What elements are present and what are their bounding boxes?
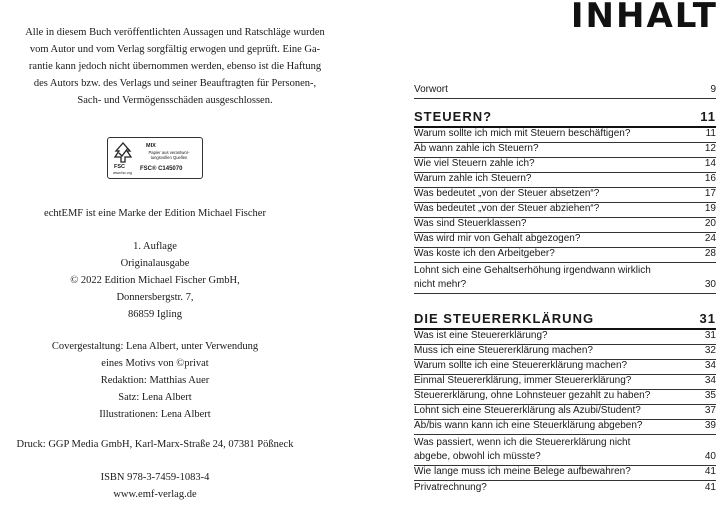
toc-entry-label: Warum sollte ich mich mit Steuern beschäftigen? [414,128,631,139]
toc-entry-page: 34 [704,375,716,386]
credit-line: Covergestaltung: Lena Albert, unter Verwendung [51,341,259,352]
fsc-paper-line: Papier aus verantwor- [148,150,190,155]
credit-line: Satz: Lena Albert [118,392,192,403]
edition-line: © 2022 Edition Michael Fischer GmbH, [70,275,240,286]
toc-entry-page: 31 [704,330,716,341]
toc-entry[interactable] [414,481,716,496]
credit-line: Redaktion: Matthias Auer [100,375,210,386]
credit-line: eines Motivs von ©privat [101,358,209,369]
toc-entry-label: Muss ich eine Steuererklärung machen? [414,345,593,356]
toc-entry-page: 16 [704,173,716,184]
toc-entry-page: 28 [704,248,716,259]
toc-entry-label: Was passiert, wenn ich die Steuererklärung nicht abgebe, obwohl ich müsste? [414,437,631,462]
toc-entry-page: 12 [704,143,716,154]
toc-entry-page: 30 [704,279,716,290]
toc-entry-label: Lohnt sich eine Steuererklärung als Azubi/Student? [414,405,641,416]
toc-entry-label: Was sind Steuerklassen? [414,218,527,229]
website-line: www.emf-verlag.de [113,489,197,500]
isbn-line: ISBN 978-3-7459-1083-4 [100,472,210,483]
page-title: INHALT [570,0,718,36]
toc-entry-page: 14 [704,158,716,169]
toc-entry[interactable] [414,435,716,466]
credits [0,338,310,423]
toc-entry-page: 34 [704,360,716,371]
print-line: Druck: GGP Media GmbH, Karl-Marx-Straße 24, 07381 Pößneck [16,439,294,450]
section-heading[interactable] [414,310,716,330]
fsc-paper [138,150,200,160]
section-title: STEUERN? [414,109,493,124]
fsc-small-label: FSC [114,164,125,170]
fsc-logo [107,137,203,179]
contents-page [360,0,720,513]
toc-entry-page: 32 [704,345,716,356]
disclaimer-line: vom Autor und vom Verlag sorgfältig erwogen und geprüft. Eine Ga- [29,44,321,55]
tree-check-icon [113,142,133,164]
brand-line [0,205,310,222]
toc-entry-label: Wie lange muss ich meine Belege aufbewahren? [414,466,631,477]
toc-entry-label: Ab/bis wann kann ich eine Steuerklärung abgeben? [414,420,643,431]
toc-entry-label: Was bedeutet „von der Steuer absetzen“? [414,188,600,199]
edition-info [0,238,310,323]
toc-entry-label: Steuererklärung, ohne Lohnsteuer gezahlt zu haben? [414,390,651,401]
print-info [0,436,310,453]
toc-entry-page: 35 [704,390,716,401]
section-heading[interactable] [414,108,716,128]
toc-entry-page: 19 [704,203,716,214]
toc-entry-page: 39 [704,420,716,431]
disclaimer-line: Sach- und Vermögensschäden ausgeschlossen. [77,95,273,106]
disclaimer-line: rantie kann jedoch nicht übernommen werden, ebenso ist die Haftung [28,61,322,72]
toc-entry-label: Lohnt sich eine Gehaltserhöhung irgendwann wirklich nicht mehr? [414,265,651,290]
toc-entry-label: Warum zahle ich Steuern? [414,173,532,184]
disclaimer [0,24,350,109]
toc-entry-page: 41 [704,466,716,477]
fsc-paper-line: tungsvollen Quellen [150,155,188,160]
edition-line: Donnersbergstr. 7, [116,292,194,303]
toc-entry[interactable] [414,248,716,263]
disclaimer-line: des Autors bzw. des Verlags und seiner Beauftragten für Personen-, [33,78,317,89]
toc-entry-page: 11 [705,128,716,139]
fsc-code: FSC® C145070 [140,166,183,172]
isbn-info [0,469,310,503]
fsc-mix: MIX [146,143,156,149]
edition-line: 86859 Igling [128,309,182,320]
toc-entry-label: Was wird mir von Gehalt abgezogen? [414,233,581,244]
toc-entry-page: 9 [710,84,716,95]
section-page: 31 [699,311,716,326]
toc-entry-label: Warum sollte ich eine Steuererklärung machen? [414,360,628,371]
table-of-contents [414,84,716,496]
edition-line: Originalausgabe [120,258,190,269]
toc-entry-label: Was bedeutet „von der Steuer abziehen“? [414,203,600,214]
toc-entry-label: Privatrechnung? [414,482,487,493]
toc-entry-page: 17 [704,188,716,199]
toc-entry-page: 37 [704,405,716,416]
toc-entry-label: Was koste ich den Arbeitgeber? [414,248,555,259]
section-title: DIE STEUERERKLÄRUNG [414,311,595,326]
toc-entry[interactable] [414,420,716,435]
fsc-web: www.fsc.org [113,171,132,175]
brand-line-text: echtEMF ist eine Marke der Edition Michael Fischer [44,208,266,219]
edition-line: 1. Auflage [133,241,177,252]
credit-line: Illustrationen: Lena Albert [99,409,211,420]
toc-entry-page: 24 [704,233,716,244]
toc-entry-label: Vorwort [414,84,448,95]
toc-entry[interactable] [414,263,716,294]
toc-entry-label: Wie viel Steuern zahle ich? [414,158,535,169]
toc-entry-page: 40 [704,451,716,462]
toc-entry-page: 20 [704,218,716,229]
disclaimer-line: Alle in diesem Buch veröffentlichten Aussagen und Ratschläge wurden [25,27,325,38]
toc-entry[interactable] [414,466,716,481]
section-page: 11 [700,109,716,124]
toc-entry-page: 41 [704,482,716,493]
toc-entry-label: Einmal Steuererklärung, immer Steuererklärung? [414,375,632,386]
toc-entry-label: Was ist eine Steuererklärung? [414,330,548,341]
toc-entry-foreword[interactable] [414,84,716,99]
toc-entry-label: Ab wann zahle ich Steuern? [414,143,539,154]
